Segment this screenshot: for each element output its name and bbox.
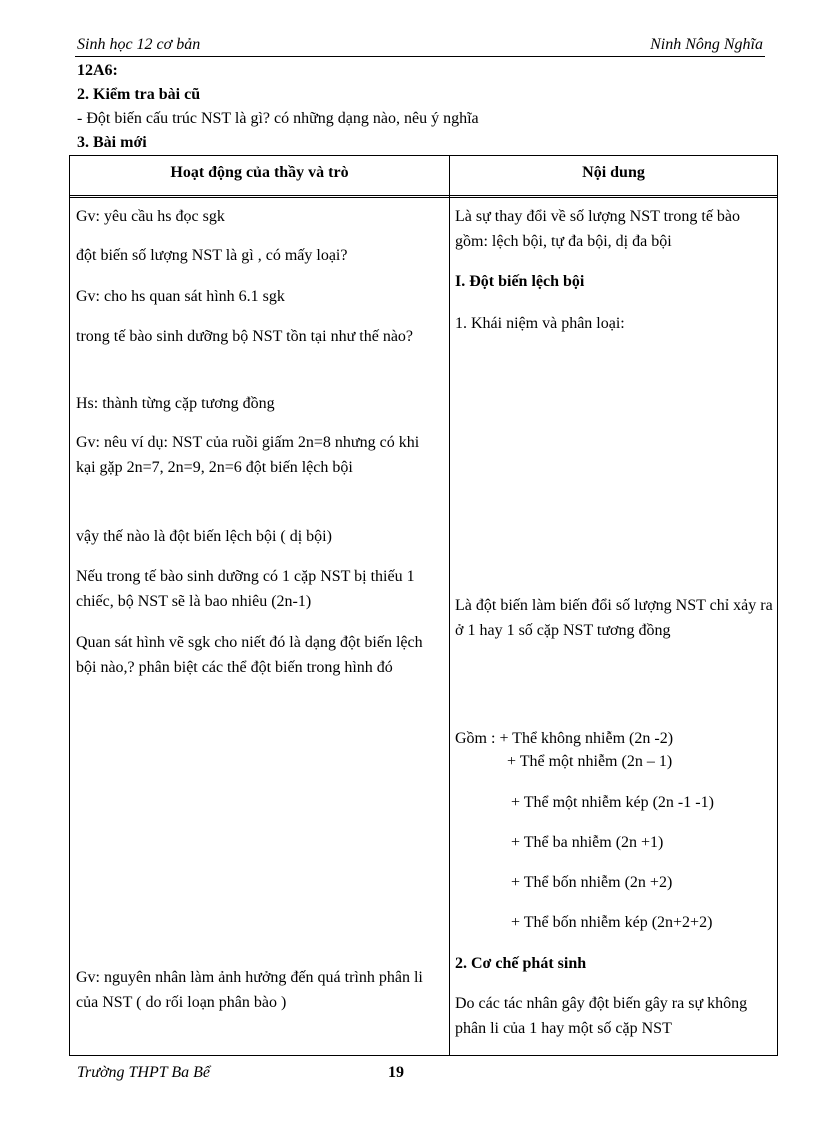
header-rule bbox=[70, 195, 777, 196]
left-item: Gv: nêu ví dụ: NST của ruồi giấm 2n=8 nhưng có khi kại gặp 2n=7, 2n=9, 2n=6 đột biến lệch bội bbox=[76, 434, 420, 476]
column-header-content: Nội dung bbox=[582, 164, 645, 181]
right-item: I. Đột biến lệch bội bbox=[455, 273, 585, 290]
left-item: Gv: yêu cầu hs đọc sgk bbox=[76, 208, 225, 225]
section-2-title: 2. Kiểm tra bài cũ bbox=[77, 86, 201, 103]
right-item: 1. Khái niệm và phân loại: bbox=[455, 315, 625, 332]
left-item: vậy thế nào là đột biến lệch bội ( dị bội) bbox=[76, 528, 332, 545]
column-divider bbox=[449, 156, 450, 1055]
right-item: + Thể một nhiễm (2n – 1) bbox=[507, 753, 673, 770]
header-rule-double bbox=[70, 197, 777, 198]
right-item: Gồm : + Thể không nhiễm (2n -2) bbox=[455, 730, 674, 747]
header-subject: Sinh học 12 cơ bản bbox=[77, 36, 201, 53]
column-header-activities: Hoạt động của thầy và trò bbox=[170, 164, 349, 181]
left-item: đột biến số lượng NST là gì , có mấy loại? bbox=[76, 247, 348, 264]
left-item: Quan sát hình vẽ sgk cho niết đó là dạng đột biến lệch bội nào,? phân biệt các thể đột biến trong hình đó bbox=[76, 634, 423, 676]
page-header bbox=[75, 36, 765, 57]
right-item: + Thể một nhiễm kép (2n -1 -1) bbox=[511, 794, 714, 811]
footer-school: Trường THPT Ba Bể bbox=[77, 1064, 210, 1081]
section-3-title: 3. Bài mới bbox=[77, 134, 147, 151]
class-name: 12A6: bbox=[77, 62, 118, 79]
right-item: Là sự thay đổi về số lượng NST trong tế bào gồm: lệch bội, tự đa bội, dị đa bội bbox=[455, 208, 741, 250]
left-item: trong tế bào sinh dưỡng bộ NST tồn tại như thế nào? bbox=[76, 328, 414, 345]
header-author: Ninh Nông Nghĩa bbox=[650, 36, 763, 53]
left-item: Gv: cho hs quan sát hình 6.1 sgk bbox=[76, 288, 285, 305]
right-item: Do các tác nhân gây đột biến gây ra sự không phân li của 1 hay một số cặp NST bbox=[455, 995, 748, 1037]
page-number: 19 bbox=[388, 1064, 404, 1081]
left-item: Gv: nguyên nhân làm ảnh hưởng đến quá trình phân li của NST ( do rối loạn phân bào ) bbox=[76, 969, 423, 1011]
lesson-table bbox=[69, 155, 778, 1056]
right-item: Là đột biến làm biến đổi số lượng NST chỉ xảy ra ở 1 hay 1 số cặp NST tương đồng bbox=[455, 597, 773, 639]
right-item: + Thể bốn nhiễm kép (2n+2+2) bbox=[511, 914, 713, 931]
left-item: Nếu trong tế bào sinh dưỡng có 1 cặp NST bị thiếu 1 chiếc, bộ NST sẽ là bao nhiêu (2n-1) bbox=[76, 568, 415, 610]
right-item: + Thể ba nhiễm (2n +1) bbox=[511, 834, 664, 851]
right-item: + Thể bốn nhiễm (2n +2) bbox=[511, 874, 673, 891]
right-item: 2. Cơ chế phát sinh bbox=[455, 955, 587, 972]
left-item: Hs: thành từng cặp tương đồng bbox=[76, 395, 275, 412]
section-2-question: - Đột biến cấu trúc NST là gì? có những dạng nào, nêu ý nghĩa bbox=[77, 110, 479, 127]
